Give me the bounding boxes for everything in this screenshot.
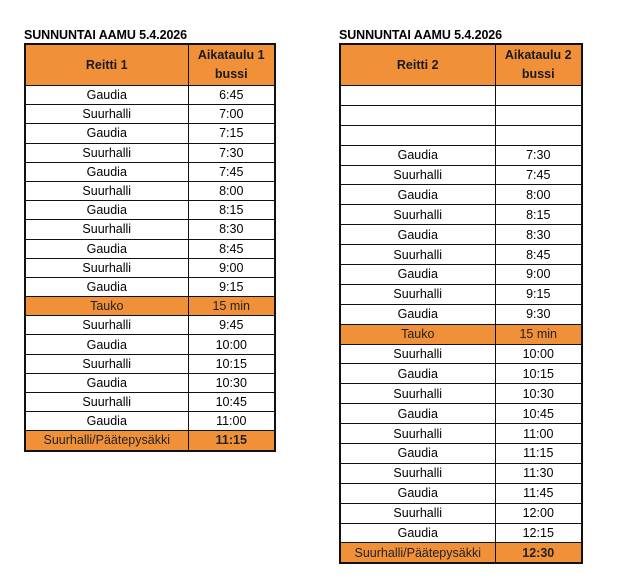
schedule-title: SUNNUNTAI AAMU 5.4.2026 <box>24 28 188 42</box>
time-cell: 9:00 <box>188 258 275 277</box>
time-cell: 11:00 <box>495 424 582 444</box>
time-cell: 12:00 <box>495 503 582 523</box>
stop-cell: Gaudia <box>25 239 188 258</box>
schedule-title: SUNNUNTAI AAMU 5.4.2026 <box>339 28 503 42</box>
schedule-header-line2: bussi <box>214 67 248 81</box>
stop-cell: Tauko <box>340 324 495 344</box>
stop-cell: Suurhalli <box>25 393 188 412</box>
table-row <box>340 125 582 145</box>
time-cell <box>495 125 582 145</box>
table-row <box>340 424 582 444</box>
stop-cell: Gaudia <box>340 265 495 285</box>
stop-cell: Suurhalli <box>25 143 188 162</box>
table-row <box>340 225 582 245</box>
table-row <box>25 124 275 143</box>
time-cell: 8:15 <box>188 201 275 220</box>
time-cell <box>495 105 582 125</box>
time-cell: 12:15 <box>495 523 582 543</box>
time-cell: 7:45 <box>495 165 582 185</box>
final-stop-row <box>340 543 582 563</box>
time-cell: 12:30 <box>495 543 582 563</box>
stop-cell: Gaudia <box>340 364 495 384</box>
stop-cell: Suurhalli <box>340 284 495 304</box>
table-row <box>25 277 275 296</box>
table-row <box>340 523 582 543</box>
stop-cell <box>340 125 495 145</box>
stop-cell: Suurhalli <box>25 105 188 124</box>
stop-cell: Suurhalli <box>340 165 495 185</box>
table-row <box>340 245 582 265</box>
break-row <box>25 297 275 316</box>
time-cell: 8:00 <box>188 181 275 200</box>
schedule-header-line1: Aikataulu 1 <box>197 48 265 62</box>
time-cell: 11:45 <box>495 483 582 503</box>
time-cell: 10:15 <box>188 354 275 373</box>
time-cell: 8:45 <box>495 245 582 265</box>
table-row <box>25 393 275 412</box>
schedule-block-route-1 <box>24 27 276 452</box>
stop-cell: Gaudia <box>25 162 188 181</box>
table-row <box>25 105 275 124</box>
schedule-header <box>188 44 275 86</box>
time-cell: 7:15 <box>188 124 275 143</box>
stop-cell: Gaudia <box>25 412 188 431</box>
table-row <box>25 412 275 431</box>
stop-cell: Gaudia <box>340 483 495 503</box>
stop-cell: Gaudia <box>25 373 188 392</box>
time-cell: 10:15 <box>495 364 582 384</box>
stop-cell: Suurhalli <box>340 245 495 265</box>
stop-cell: Suurhalli <box>340 463 495 483</box>
stop-cell: Gaudia <box>340 444 495 464</box>
route-header: Reitti 2 <box>340 44 495 86</box>
table-row <box>340 384 582 404</box>
table-row <box>340 483 582 503</box>
stop-cell: Suurhalli <box>25 220 188 239</box>
time-cell: 8:30 <box>495 225 582 245</box>
table-row <box>25 86 275 105</box>
schedule-table-route-2 <box>339 43 583 564</box>
stop-cell: Gaudia <box>25 86 188 105</box>
table-header-row <box>25 44 275 86</box>
table-row <box>25 201 275 220</box>
time-cell: 8:30 <box>188 220 275 239</box>
stop-cell <box>340 86 495 106</box>
time-cell: 8:45 <box>188 239 275 258</box>
table-row <box>25 181 275 200</box>
stop-cell: Suurhalli <box>25 258 188 277</box>
route-header: Reitti 1 <box>25 44 188 86</box>
table-row <box>25 162 275 181</box>
stop-cell: Suurhalli <box>340 344 495 364</box>
time-cell: 9:15 <box>188 277 275 296</box>
table-row <box>25 239 275 258</box>
table-row <box>25 258 275 277</box>
time-cell: 10:00 <box>495 344 582 364</box>
stop-cell: Suurhalli <box>340 384 495 404</box>
time-cell: 11:15 <box>495 444 582 464</box>
table-row <box>340 304 582 324</box>
table-row <box>340 503 582 523</box>
time-cell: 8:15 <box>495 205 582 225</box>
table-row <box>25 220 275 239</box>
stop-cell: Tauko <box>25 297 188 316</box>
time-cell: 15 min <box>188 297 275 316</box>
table-row <box>25 316 275 335</box>
table-row <box>340 284 582 304</box>
time-cell: 8:00 <box>495 185 582 205</box>
stop-cell: Gaudia <box>25 124 188 143</box>
schedule-header <box>495 44 582 86</box>
time-cell: 9:00 <box>495 265 582 285</box>
time-cell: 9:30 <box>495 304 582 324</box>
stop-cell: Suurhalli <box>25 354 188 373</box>
time-cell: 10:45 <box>188 393 275 412</box>
time-cell: 6:45 <box>188 86 275 105</box>
time-cell: 11:15 <box>188 431 275 451</box>
time-cell: 10:00 <box>188 335 275 354</box>
table-row <box>25 373 275 392</box>
time-cell: 7:30 <box>188 143 275 162</box>
table-row <box>340 444 582 464</box>
table-row <box>25 354 275 373</box>
time-cell: 10:30 <box>495 384 582 404</box>
stop-cell: Gaudia <box>340 523 495 543</box>
stop-cell: Suurhalli <box>340 205 495 225</box>
stop-cell: Gaudia <box>25 277 188 296</box>
time-cell: 11:30 <box>495 463 582 483</box>
final-stop-row <box>25 431 275 451</box>
table-row <box>340 105 582 125</box>
table-row <box>25 335 275 354</box>
stop-cell: Suurhalli/Päätepysäkki <box>25 431 188 451</box>
stop-cell: Gaudia <box>340 404 495 424</box>
time-cell: 9:45 <box>188 316 275 335</box>
stop-cell: Gaudia <box>25 335 188 354</box>
time-cell: 10:30 <box>188 373 275 392</box>
stop-cell <box>340 105 495 125</box>
time-cell: 11:00 <box>188 412 275 431</box>
stop-cell: Suurhalli <box>25 316 188 335</box>
break-row <box>340 324 582 344</box>
time-cell: 10:45 <box>495 404 582 424</box>
time-cell: 15 min <box>495 324 582 344</box>
stop-cell: Gaudia <box>340 225 495 245</box>
table-row <box>340 265 582 285</box>
table-row <box>340 404 582 424</box>
table-row <box>340 86 582 106</box>
stop-cell: Suurhalli <box>340 424 495 444</box>
time-cell: 7:45 <box>188 162 275 181</box>
schedule-table-route-1 <box>24 43 276 452</box>
time-cell: 9:15 <box>495 284 582 304</box>
table-row <box>340 344 582 364</box>
schedule-header-line2: bussi <box>521 67 555 81</box>
table-header-row <box>340 44 582 86</box>
table-row <box>340 205 582 225</box>
stop-cell: Suurhalli <box>25 181 188 200</box>
stop-cell: Gaudia <box>340 304 495 324</box>
stop-cell: Suurhalli/Päätepysäkki <box>340 543 495 563</box>
stop-cell: Suurhalli <box>340 503 495 523</box>
time-cell: 7:00 <box>188 105 275 124</box>
table-row <box>340 364 582 384</box>
schedule-block-route-2 <box>339 27 583 564</box>
table-row <box>340 185 582 205</box>
table-row <box>25 143 275 162</box>
table-row <box>340 463 582 483</box>
schedule-header-line1: Aikataulu 2 <box>504 48 572 62</box>
time-cell <box>495 86 582 106</box>
stop-cell: Gaudia <box>340 185 495 205</box>
stop-cell: Gaudia <box>25 201 188 220</box>
table-row <box>340 165 582 185</box>
table-row <box>340 145 582 165</box>
time-cell: 7:30 <box>495 145 582 165</box>
stop-cell: Gaudia <box>340 145 495 165</box>
